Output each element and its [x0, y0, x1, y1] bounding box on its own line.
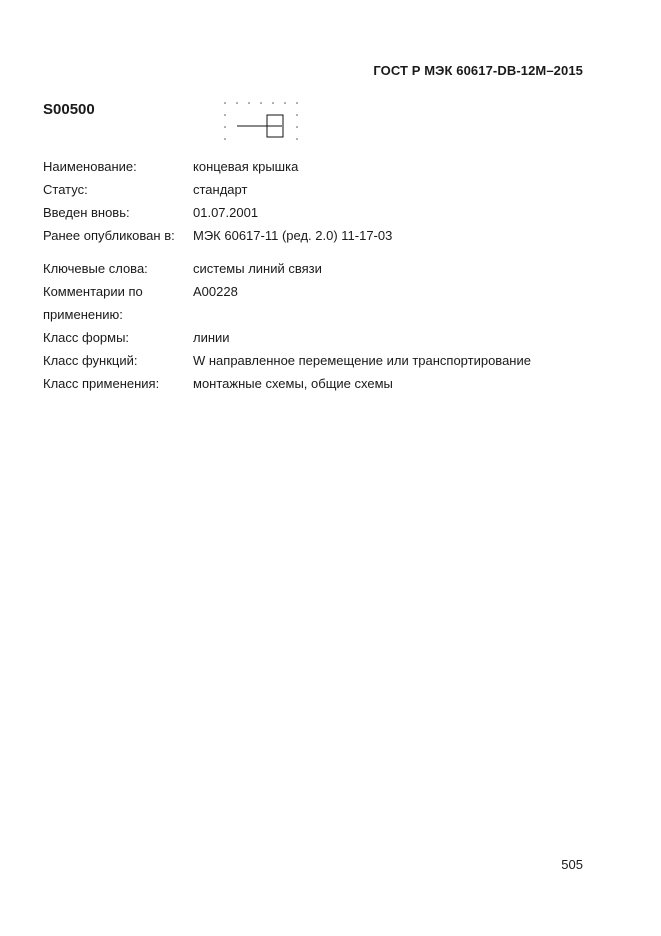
field-row-comments	[43, 280, 603, 303]
field-label: Класс применения:	[43, 376, 160, 391]
field-row-shape-class	[43, 326, 603, 349]
field-value: стандарт	[193, 182, 248, 197]
field-value: линии	[193, 330, 230, 345]
field-value: системы линий связи	[193, 261, 322, 276]
end-cap-symbol-icon	[222, 99, 302, 141]
field-label: Ранее опубликован в:	[43, 228, 175, 243]
field-label: Статус:	[43, 182, 88, 197]
field-value: 01.07.2001	[193, 205, 259, 220]
field-label: применению:	[43, 307, 123, 322]
standard-designation: ГОСТ Р МЭК 60617-DB-12M–2015	[373, 63, 583, 78]
field-label: Класс формы:	[43, 330, 130, 345]
section-gap	[43, 247, 603, 257]
field-value: МЭК 60617-11 (ред. 2.0) 11-17-03	[193, 228, 393, 243]
field-row-name	[43, 155, 603, 178]
field-row-previously-published	[43, 224, 603, 247]
page-number: 505	[561, 857, 583, 872]
attribute-table	[43, 155, 603, 395]
field-value: концевая крышка	[193, 159, 299, 174]
field-label: Введен вновь:	[43, 205, 130, 220]
field-row-comments-cont	[43, 303, 603, 326]
field-value: монтажные схемы, общие схемы	[193, 376, 393, 391]
field-row-status	[43, 178, 603, 201]
field-label: Комментарии по	[43, 284, 143, 299]
field-label: Наименование:	[43, 159, 137, 174]
field-row-application-class	[43, 372, 603, 395]
field-row-function-class	[43, 349, 603, 372]
field-row-introduced	[43, 201, 603, 224]
field-value: W направленное перемещение или транспортирование	[193, 353, 531, 368]
field-value: A00228	[193, 284, 238, 299]
field-label: Ключевые слова:	[43, 261, 148, 276]
field-label: Класс функций:	[43, 353, 138, 368]
field-value	[193, 303, 603, 326]
field-row-keywords	[43, 257, 603, 280]
symbol-code: S00500	[43, 101, 95, 118]
